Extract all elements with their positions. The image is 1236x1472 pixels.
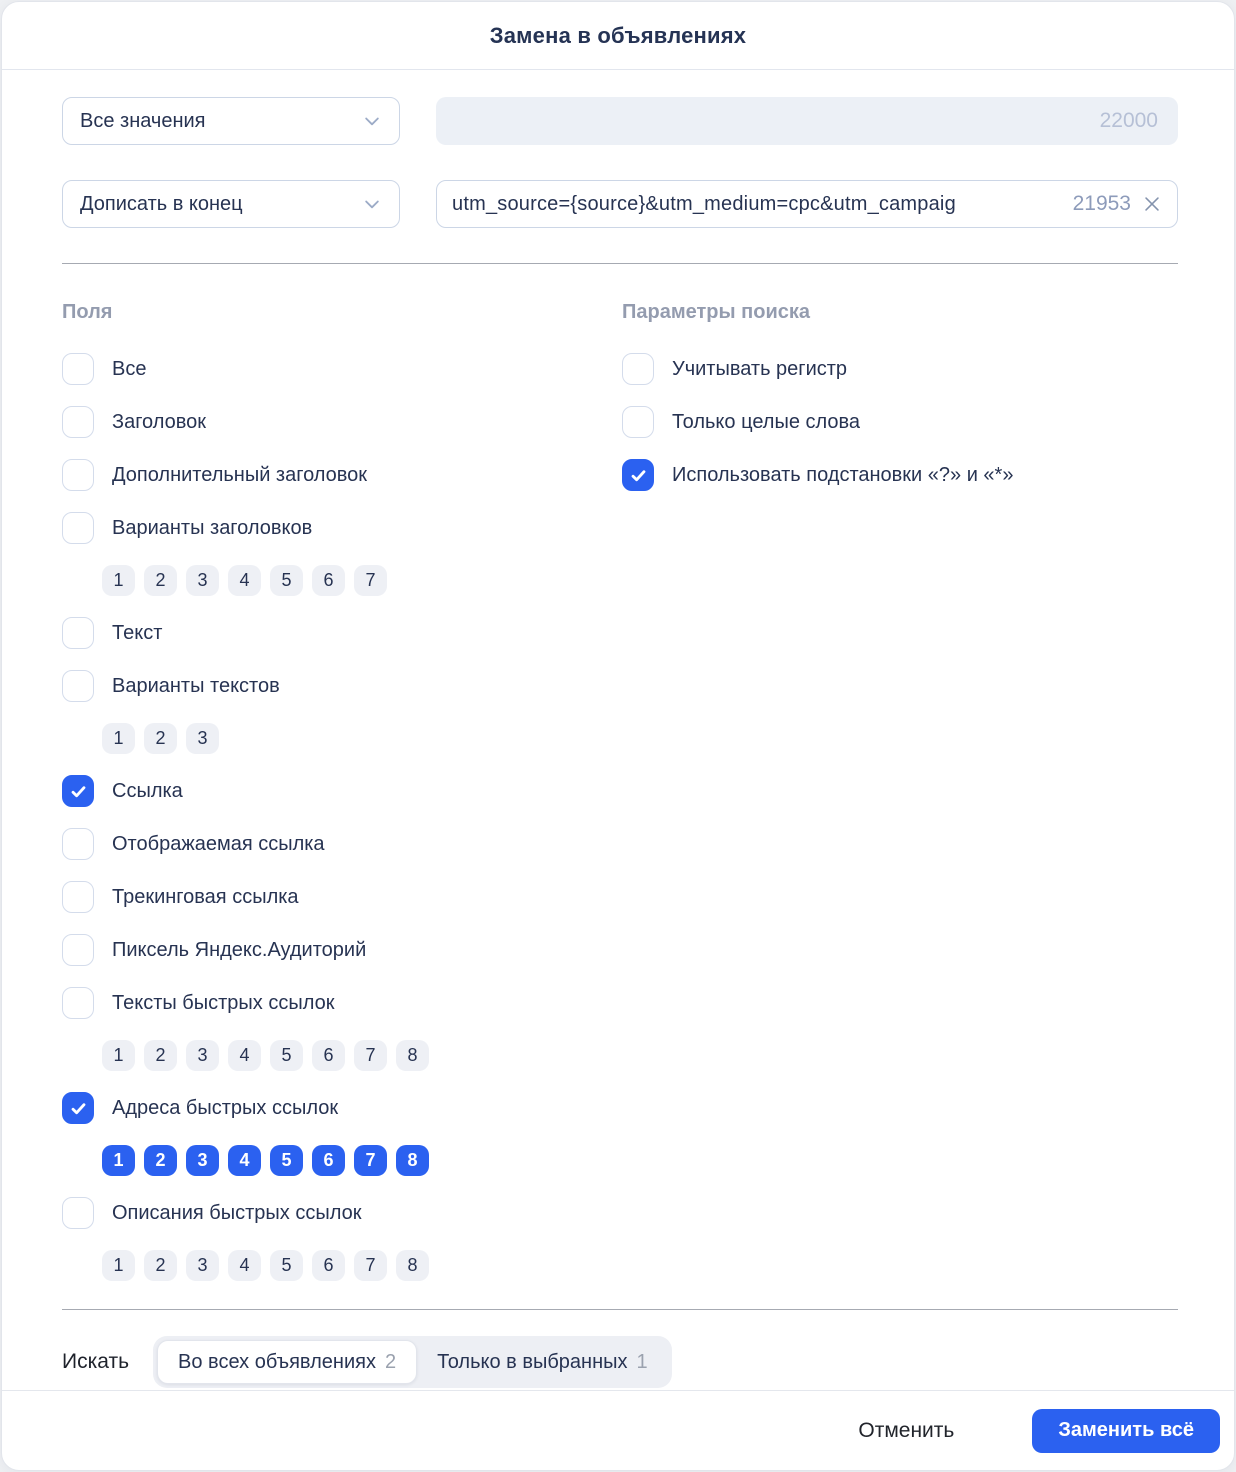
chip-7-active[interactable]: 7	[354, 1145, 387, 1176]
checkbox-label: Описания быстрых ссылок	[112, 1201, 362, 1224]
checkmark-icon	[629, 466, 648, 485]
field-item-варианты-текстов[interactable]	[62, 670, 622, 702]
chip-3[interactable]: 3	[186, 723, 219, 754]
chip-4-active[interactable]: 4	[228, 1145, 261, 1176]
field-item-отображаемая-ссылка[interactable]	[62, 828, 622, 860]
scope-option-count: 2	[384, 1350, 397, 1373]
chip-4[interactable]: 4	[228, 1040, 261, 1071]
chip-8-active[interactable]: 8	[396, 1145, 429, 1176]
chip-3[interactable]: 3	[186, 565, 219, 596]
params-section-title: Параметры поиска	[622, 301, 810, 323]
checkbox-label: Текст	[112, 621, 163, 644]
checkbox-label: Только целые слова	[672, 410, 861, 433]
checkbox-label: Дополнительный заголовок	[112, 463, 368, 486]
scope-label: Искать	[62, 1350, 130, 1373]
search-char-counter: 22000	[1099, 109, 1158, 132]
chip-2-active[interactable]: 2	[144, 1145, 177, 1176]
chip-3-active[interactable]: 3	[186, 1145, 219, 1176]
checkbox-label: Пиксель Яндекс.Аудиторий	[112, 938, 367, 961]
checkbox-label: Заголовок	[112, 410, 207, 433]
chip-5[interactable]: 5	[270, 1250, 303, 1281]
search-control-row	[62, 97, 1178, 145]
chip-2[interactable]: 2	[144, 1250, 177, 1281]
chip-7[interactable]: 7	[354, 565, 387, 596]
chip-1[interactable]: 1	[102, 723, 135, 754]
params-checkbox-list	[622, 353, 1178, 491]
checkbox-label: Трекинговая ссылка	[112, 885, 299, 908]
checkbox-checked[interactable]	[622, 459, 654, 491]
checkbox-unchecked[interactable]	[62, 1197, 94, 1229]
param-item-учитывать-регистр[interactable]	[622, 353, 1178, 385]
chip-6[interactable]: 6	[312, 1040, 345, 1071]
chip-4[interactable]: 4	[228, 565, 261, 596]
chevron-down-icon	[362, 194, 382, 214]
dialog-content	[2, 70, 1234, 1390]
checkbox-label: Ссылка	[112, 779, 183, 802]
field-item-дополнительный-заголовок[interactable]	[62, 459, 622, 491]
scope-row	[62, 1336, 1178, 1388]
field-chips-адреса-быстрых-ссылок	[102, 1145, 622, 1176]
options-columns	[62, 301, 1178, 1302]
chip-8[interactable]: 8	[396, 1250, 429, 1281]
chip-1[interactable]: 1	[102, 565, 135, 596]
field-item-пиксель-яндекс-аудиторий[interactable]	[62, 934, 622, 966]
field-item-адреса-быстрых-ссылок[interactable]	[62, 1092, 622, 1124]
chip-7[interactable]: 7	[354, 1250, 387, 1281]
field-item-трекинговая-ссылка[interactable]	[62, 881, 622, 913]
checkbox-unchecked[interactable]	[62, 828, 94, 860]
field-item-варианты-заголовков[interactable]	[62, 512, 622, 544]
scope-segmented-control	[153, 1336, 672, 1388]
chip-5-active[interactable]: 5	[270, 1145, 303, 1176]
field-item-описания-быстрых-ссылок[interactable]	[62, 1197, 622, 1229]
checkbox-label: Учитывать регистр	[672, 357, 848, 380]
replace-mode-select[interactable]	[62, 180, 400, 228]
chip-4[interactable]: 4	[228, 1250, 261, 1281]
search-value-input[interactable]	[436, 97, 1178, 145]
checkbox-checked[interactable]	[62, 1092, 94, 1124]
checkbox-unchecked[interactable]	[622, 353, 654, 385]
chip-5[interactable]: 5	[270, 1040, 303, 1071]
scope-option-только-в-выбранных[interactable]	[417, 1340, 668, 1384]
field-item-заголовок[interactable]	[62, 406, 622, 438]
field-chips-описания-быстрых-ссылок	[102, 1250, 622, 1281]
field-chips-тексты-быстрых-ссылок	[102, 1040, 622, 1071]
chip-3[interactable]: 3	[186, 1250, 219, 1281]
checkbox-unchecked[interactable]	[62, 987, 94, 1019]
scope-option-label: Только в выбранных	[437, 1350, 628, 1373]
dialog-footer	[2, 1390, 1234, 1470]
checkbox-unchecked[interactable]	[62, 617, 94, 649]
checkbox-unchecked[interactable]	[622, 406, 654, 438]
checkbox-label: Варианты заголовков	[112, 516, 313, 539]
field-item-текст[interactable]	[62, 617, 622, 649]
chip-3[interactable]: 3	[186, 1040, 219, 1071]
clear-input-icon[interactable]	[1141, 193, 1163, 215]
field-chips-варианты-текстов	[102, 723, 622, 754]
chip-6-active[interactable]: 6	[312, 1145, 345, 1176]
replace-in-ads-dialog	[1, 1, 1235, 1471]
scope-option-во-всех-объявлениях-selected[interactable]	[157, 1340, 417, 1384]
chip-2[interactable]: 2	[144, 565, 177, 596]
checkbox-label: Варианты текстов	[112, 674, 280, 697]
replace-all-button[interactable]: Заменить всё	[1032, 1409, 1220, 1453]
checkbox-unchecked[interactable]	[62, 406, 94, 438]
chip-2[interactable]: 2	[144, 723, 177, 754]
checkbox-unchecked[interactable]	[62, 459, 94, 491]
replace-input-text: utm_source={source}&utm_medium=cpc&utm_campaig	[452, 192, 956, 215]
field-item-ссылка[interactable]	[62, 775, 622, 807]
chip-1-active[interactable]: 1	[102, 1145, 135, 1176]
checkbox-unchecked[interactable]	[62, 670, 94, 702]
param-item-использовать-подстановки-и[interactable]	[622, 459, 1178, 491]
param-item-только-целые-слова[interactable]	[622, 406, 1178, 438]
checkbox-label: Использовать подстановки «?» и «*»	[672, 463, 1014, 486]
chip-7[interactable]: 7	[354, 1040, 387, 1071]
chip-6[interactable]: 6	[312, 565, 345, 596]
dialog-header	[2, 2, 1234, 70]
search-mode-select[interactable]	[62, 97, 400, 145]
fields-column	[62, 301, 622, 1302]
chip-1[interactable]: 1	[102, 1040, 135, 1071]
search-mode-value: Все значения	[80, 109, 206, 132]
checkbox-checked[interactable]	[62, 775, 94, 807]
replace-value-input[interactable]	[436, 180, 1178, 228]
fields-checkbox-list	[62, 353, 622, 1281]
field-item-все[interactable]	[62, 353, 622, 385]
cancel-button[interactable]: Отменить	[818, 1409, 994, 1453]
field-item-тексты-быстрых-ссылок[interactable]	[62, 987, 622, 1019]
checkbox-unchecked[interactable]	[62, 353, 94, 385]
scope-divider	[62, 1309, 1178, 1310]
replace-control-row	[62, 180, 1178, 228]
chip-2[interactable]: 2	[144, 1040, 177, 1071]
checkbox-unchecked[interactable]	[62, 881, 94, 913]
replace-char-counter: 21953	[1072, 192, 1131, 215]
checkbox-label: Тексты быстрых ссылок	[112, 991, 335, 1014]
chevron-down-icon	[362, 111, 382, 131]
scope-option-count: 1	[636, 1350, 648, 1373]
chip-6[interactable]: 6	[312, 1250, 345, 1281]
replace-mode-value: Дописать в конец	[80, 192, 243, 215]
checkmark-icon	[69, 782, 88, 801]
fields-section-title: Поля	[62, 301, 113, 323]
checkbox-label: Отображаемая ссылка	[112, 832, 325, 855]
checkbox-unchecked[interactable]	[62, 934, 94, 966]
checkbox-unchecked[interactable]	[62, 512, 94, 544]
rows-divider	[62, 263, 1178, 264]
chip-8[interactable]: 8	[396, 1040, 429, 1071]
chip-1[interactable]: 1	[102, 1250, 135, 1281]
field-chips-варианты-заголовков	[102, 565, 622, 596]
checkmark-icon	[69, 1099, 88, 1118]
checkbox-label: Адреса быстрых ссылок	[112, 1096, 339, 1119]
checkbox-label: Все	[112, 357, 147, 380]
dialog-title: Замена в объявлениях	[489, 22, 747, 48]
search-params-column	[622, 301, 1178, 1302]
chip-5[interactable]: 5	[270, 565, 303, 596]
scope-option-label: Во всех объявлениях	[178, 1350, 376, 1373]
